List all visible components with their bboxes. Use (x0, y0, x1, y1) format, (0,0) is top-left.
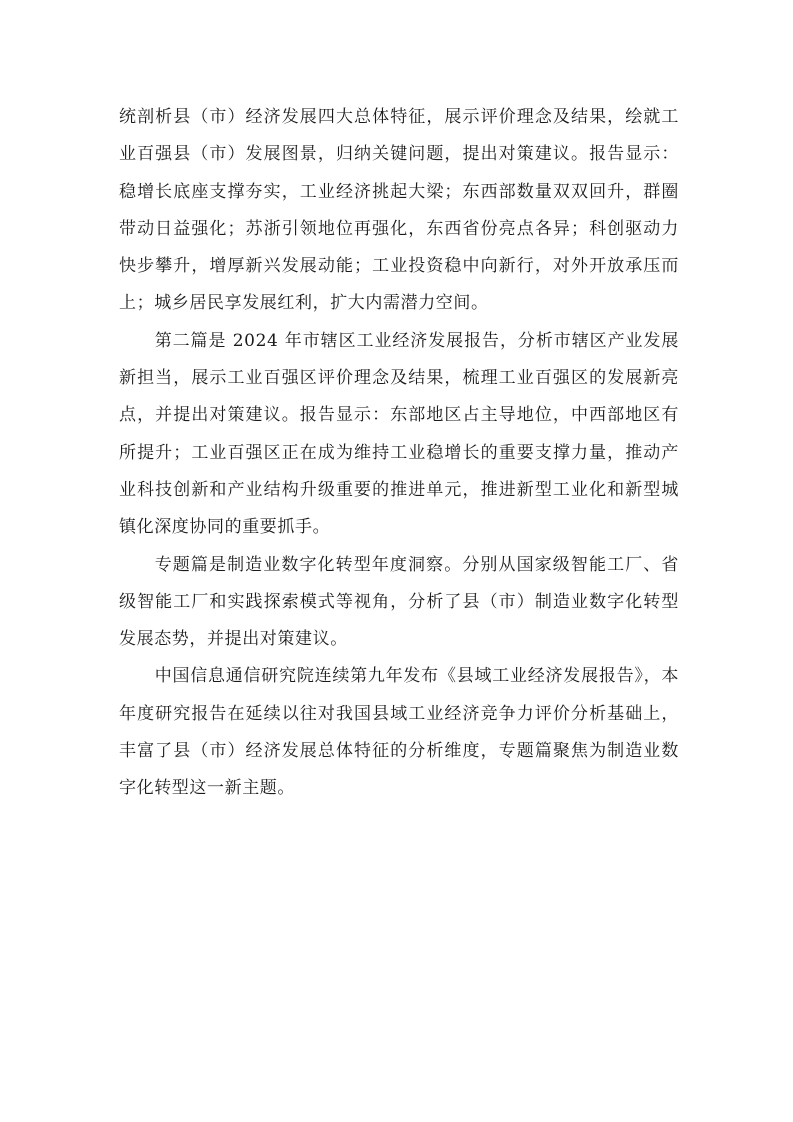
paragraph-special-topic: 专题篇是制造业数字化转型年度洞察。分别从国家级智能工厂、省级智能工厂和实践探索模式等视角，分析了县（市）制造业数字化转型发展态势，并提出对策建议。 (119, 554, 679, 650)
paragraph-overview-continued: 统剖析县（市）经济发展四大总体特征，展示评价理念及结果，绘就工业百强县（市）发展图景，归纳关键问题，提出对策建议。报告显示：稳增长底座支撑夯实，工业经济挑起大梁；东西部数量双双回升，群圈带动日益强化；苏浙引领地位再强化，东西省份亮点各异；科创驱动力快步攀升，增厚新兴发展动能；工业投资稳中向新行，对外开放承压而上；城乡居民享发展红利，扩大内需潜力空间。 (119, 107, 679, 314)
body-text (119, 99, 679, 808)
paragraph-district-report: 第二篇是 2024 年市辖区工业经济发展报告，分析市辖区产业发展新担当，展示工业百强区评价理念及结果，梳理工业百强区的发展新亮点，并提出对策建议。报告显示：东部地区占主导地位，中西部地区有所提升；工业百强区正在成为维持工业稳增长的重要支撑力量，推动产业科技创新和产业结构升级重要的推进单元，推进新型工业化和新型城镇化深度协同的重要抓手。 (119, 330, 679, 538)
paragraph-caict-release: 中国信息通信研究院连续第九年发布《县域工业经济发展报告》，本年度研究报告在延续以往对我国县域工业经济竞争力评价分析基础上，丰富了县（市）经济发展总体特征的分析维度，专题篇聚焦为制造业数字化转型这一新主题。 (119, 666, 679, 799)
